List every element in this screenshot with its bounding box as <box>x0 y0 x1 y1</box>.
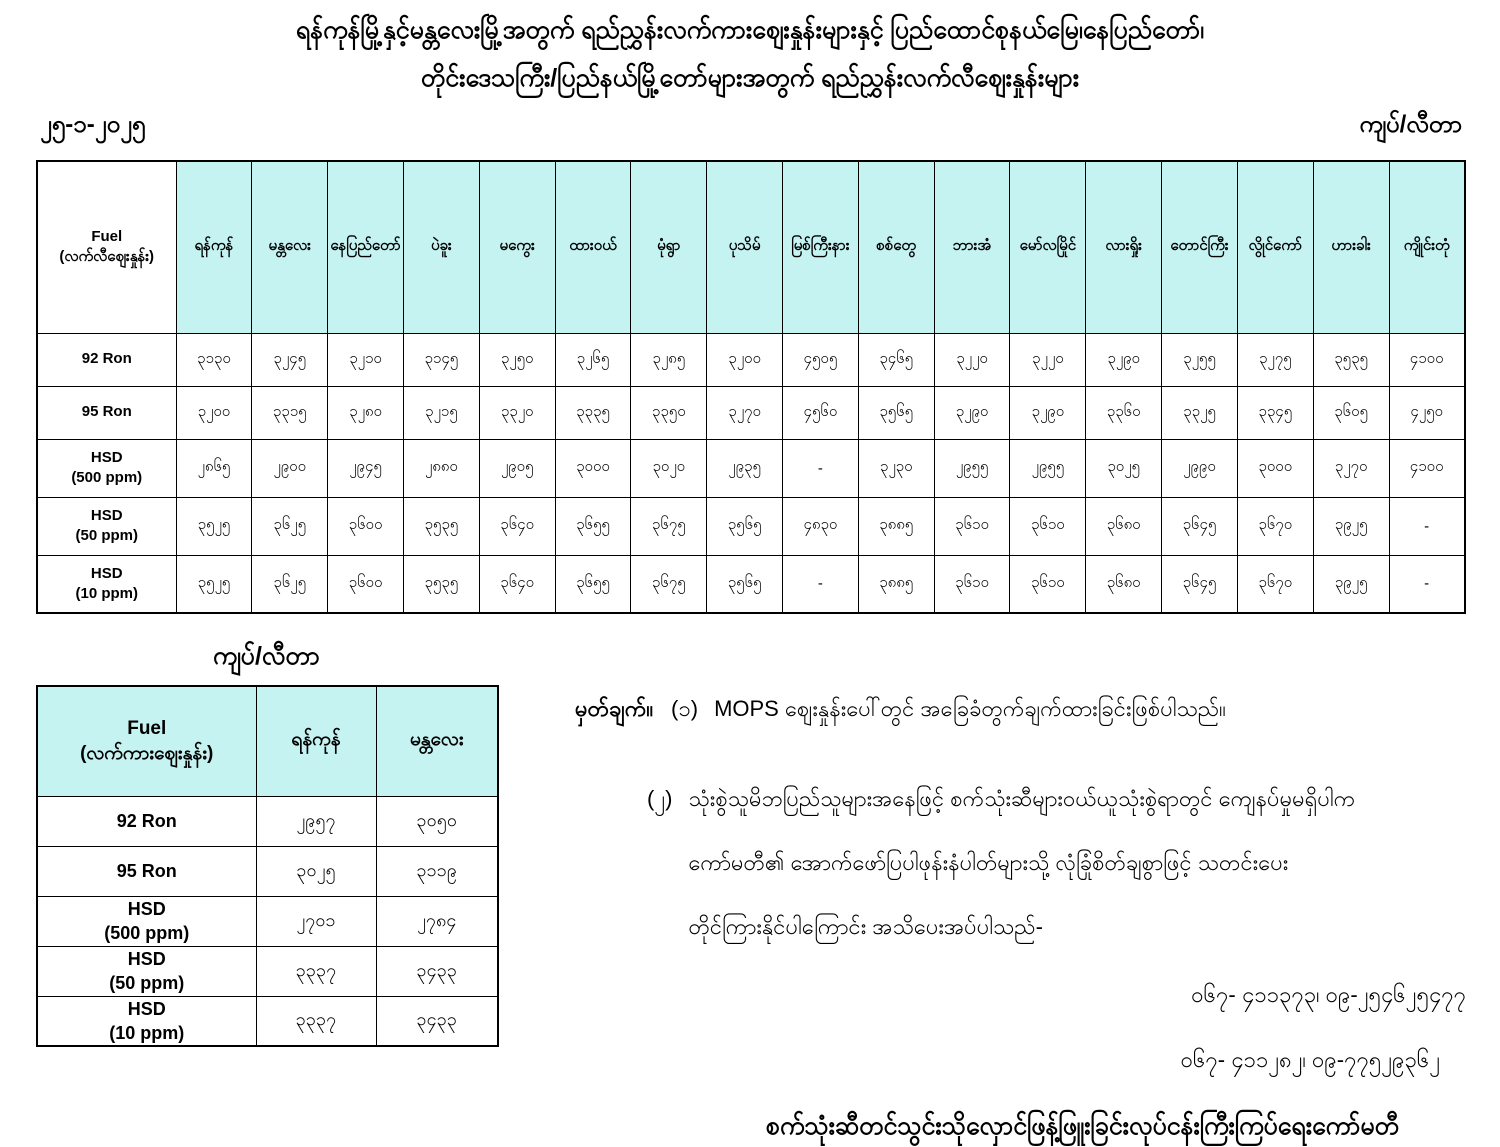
price-cell: - <box>1389 555 1465 613</box>
price-cell: ၃၆၀၅ <box>1313 386 1389 439</box>
column-header-city: ထားဝယ် <box>555 161 631 333</box>
price-cell: ၃၂၃၀ <box>858 439 934 497</box>
price-cell: ၃၆၄၅ <box>1162 555 1238 613</box>
phone-numbers <box>575 980 1470 1078</box>
note-item-1 <box>575 692 1470 756</box>
table-row <box>37 896 498 946</box>
footer-committee-name: စက်သုံးဆီတင်သွင်းသိုလှောင်ဖြန့်ဖြူးခြင်းလုပ်ငန်းကြီးကြပ်ရေးကော်မတီ <box>765 1112 1400 1140</box>
fuel-type-label: 92 Ron <box>37 796 256 846</box>
price-cell: ၃၆၀၀ <box>328 497 404 555</box>
price-cell: ၃၆၁၀ <box>934 497 1010 555</box>
price-cell: ၃၆၇၅ <box>631 497 707 555</box>
price-cell: ၃၀၀၀ <box>1237 439 1313 497</box>
price-cell: ၃၂၉၀ <box>934 386 1010 439</box>
note-1-text: MOPS ဈေးနှုန်းပေါ်တွင် အခြေခံတွက်ချက်ထားခြင်းဖြစ်ပါသည်။ <box>714 696 1226 721</box>
wholesale-table <box>36 685 499 1047</box>
table-row <box>37 333 1465 386</box>
price-cell: ၂၇၀၁ <box>256 896 376 946</box>
price-cell: ၃၂၂၀ <box>1010 333 1086 386</box>
fuel-type-label: HSD (500 ppm) <box>37 439 176 497</box>
page-title-line2: တိုင်းဒေသကြီး/ပြည်နယ်မြို့တော်များအတွက် ရည်ညွှန်းလက်လီဈေးနှုန်းများ <box>420 64 1080 92</box>
price-cell: ၃၃၂၅ <box>1162 386 1238 439</box>
fuel-type-label: 95 Ron <box>37 846 256 896</box>
price-cell: ၃၃၃၇ <box>256 946 376 996</box>
table-row <box>37 996 498 1046</box>
note-1-number: (၁) <box>671 696 699 721</box>
price-cell: ၃၆၁၀ <box>1010 497 1086 555</box>
price-cell: ၂၇၈၄ <box>376 896 498 946</box>
price-cell: ၂၈၈၀ <box>403 439 479 497</box>
price-cell: ၄၈၃၀ <box>783 497 859 555</box>
price-cell: ၂၈၆၅ <box>176 439 252 497</box>
price-cell: ၃၅၂၅ <box>176 555 252 613</box>
price-cell: ၃၁၁၉ <box>376 846 498 896</box>
price-cell: ၃၀၂၅ <box>1086 439 1162 497</box>
price-cell: ၃၆၁၀ <box>934 555 1010 613</box>
price-cell: ၃၆၄၀ <box>479 497 555 555</box>
price-cell: ၃၃၁၅ <box>252 386 328 439</box>
phone-line-1: ၀၆၇- ၄၁၁၃၇၃၊ ၀၉-၂၅၄၆၂၅၄၇၇ <box>1191 982 1466 1007</box>
notes-section <box>575 692 1470 1147</box>
price-cell: ၃၃၃၇ <box>256 996 376 1046</box>
price-cell: ၃၆၈၀ <box>1086 497 1162 555</box>
wholesale-price-table <box>36 685 499 1047</box>
retail-price-table <box>36 160 1466 614</box>
column-header-city: ကျိုင်းတုံ <box>1389 161 1465 333</box>
table-row <box>37 497 1465 555</box>
price-cell: ၃၂၇၀ <box>707 386 783 439</box>
price-cell: ၃၆၅၅ <box>555 497 631 555</box>
report-date: ၂၅-၁-၂၀၂၅ <box>40 111 146 138</box>
column-header-city: လွိုင်ကော် <box>1237 161 1313 333</box>
price-cell: ၄၁၀၀ <box>1389 333 1465 386</box>
price-cell: ၄၁၀၀ <box>1389 439 1465 497</box>
price-cell: - <box>783 555 859 613</box>
unit-label-wholesale: ကျပ်/လီတာ <box>213 642 320 670</box>
unit-label-top: ကျပ်/လီတာ <box>1359 111 1462 138</box>
table-row <box>37 386 1465 439</box>
column-header-city: နေပြည်တော် <box>328 161 404 333</box>
column-header-city: ရန်ကုန် <box>176 161 252 333</box>
price-cell: ၃၅၂၅ <box>176 497 252 555</box>
price-cell: ၃၅၃၅ <box>1313 333 1389 386</box>
price-cell: ၃၀၂၅ <box>256 846 376 896</box>
price-cell: ၄၅၀၅ <box>783 333 859 386</box>
price-cell: ၃၈၈၅ <box>858 555 934 613</box>
price-cell: ၃၂၁၅ <box>403 386 479 439</box>
column-header-city: မန္တလေး <box>376 686 498 796</box>
fuel-type-label: HSD (10 ppm) <box>37 555 176 613</box>
price-cell: ၃၈၈၅ <box>858 497 934 555</box>
price-cell: ၃၄၃၃ <box>376 946 498 996</box>
price-cell: ၂၉၀၅ <box>479 439 555 497</box>
price-cell: ၂၉၅၅ <box>934 439 1010 497</box>
retail-table <box>36 160 1466 614</box>
price-cell: ၃၀၀၀ <box>555 439 631 497</box>
column-header-city: မြစ်ကြီးနား <box>783 161 859 333</box>
column-header-city: ရန်ကုန် <box>256 686 376 796</box>
table-row <box>37 439 1465 497</box>
page-title <box>0 6 1500 102</box>
table-row <box>37 946 498 996</box>
price-cell: ၃၆၁၀ <box>1010 555 1086 613</box>
price-cell: ၃၆၄၀ <box>479 555 555 613</box>
fuel-type-label: HSD (50 ppm) <box>37 497 176 555</box>
price-cell: ၃၆၅၅ <box>555 555 631 613</box>
price-cell: ၃၂၇၅ <box>1237 333 1313 386</box>
column-header-city: လားရှိုး <box>1086 161 1162 333</box>
price-cell: ၃၂၄၅ <box>252 333 328 386</box>
price-cell: ၃၁၄၅ <box>403 333 479 386</box>
price-cell: ၂၉၉၀ <box>1162 439 1238 497</box>
price-cell: ၃၂၆၅ <box>555 333 631 386</box>
price-cell: ၃၀၂၀ <box>631 439 707 497</box>
price-cell: ၃၂၅၀ <box>479 333 555 386</box>
fuel-type-label: HSD (50 ppm) <box>37 946 256 996</box>
column-header-city: မကွေး <box>479 161 555 333</box>
note-2-text-line3: တိုင်ကြားနိုင်ပါကြောင်း အသိပေးအပ်ပါသည်- <box>688 914 1043 939</box>
column-header-fuel: Fuel (လက်လီဈေးနှုန်း) <box>37 161 176 333</box>
phone-line-2: ၀၆၇- ၄၁၁၂၈၂၊ ၀၉-၇၇၅၂၉၃၆၂ <box>1180 1047 1440 1072</box>
price-cell: ၂၉၅၅ <box>1010 439 1086 497</box>
price-cell: ၃၂၈၅ <box>631 333 707 386</box>
price-cell: ၃၉၂၅ <box>1313 497 1389 555</box>
page-title-line1: ရန်ကုန်မြို့နှင့်မန္တလေးမြို့အတွက် ရည်ညွှန်းလက်ကားဈေးနှုန်းများနှင့် ပြည်ထောင်စုနယ်မြေ၊နေပြည်တော်၊ <box>295 16 1205 44</box>
column-header-city: မော်လမြိုင် <box>1010 161 1086 333</box>
price-cell: ၃၂၉၀ <box>1086 333 1162 386</box>
table-row <box>37 796 498 846</box>
price-cell: ၃၅၆၅ <box>858 386 934 439</box>
column-header-city: စစ်တွေ <box>858 161 934 333</box>
fuel-type-label: HSD (10 ppm) <box>37 996 256 1046</box>
price-cell: - <box>1389 497 1465 555</box>
column-header-city: ဘားအံ <box>934 161 1010 333</box>
price-cell: ၃၃၄၅ <box>1237 386 1313 439</box>
price-cell: ၃၂၇၀ <box>1313 439 1389 497</box>
price-cell: ၃၂၈၀ <box>328 386 404 439</box>
price-cell: ၃၁၃၀ <box>176 333 252 386</box>
price-cell: ၃၀၅၀ <box>376 796 498 846</box>
column-header-city: ဟားခါး <box>1313 161 1389 333</box>
column-header-city: ပုသိမ် <box>707 161 783 333</box>
price-cell: ၃၆၂၅ <box>252 555 328 613</box>
price-cell: ၃၅၃၅ <box>403 497 479 555</box>
price-cell: ၄၂၅၀ <box>1389 386 1465 439</box>
column-header-city: ပဲခူး <box>403 161 479 333</box>
price-cell: ၃၅၆၅ <box>707 497 783 555</box>
note-2-number: (၂) <box>647 786 673 811</box>
price-cell: ၃၄၃၃ <box>376 996 498 1046</box>
column-header-city: မုံရွာ <box>631 161 707 333</box>
price-cell: ၃၃၆၀ <box>1086 386 1162 439</box>
price-cell: ၄၅၆၀ <box>783 386 859 439</box>
column-header-fuel: Fuel (လက်ကားဈေးနှုန်း) <box>37 686 256 796</box>
price-cell: ၃၂၁၀ <box>328 333 404 386</box>
price-cell: ၃၅၃၅ <box>403 555 479 613</box>
table-header-row <box>37 686 498 796</box>
column-header-city: တောင်ကြီး <box>1162 161 1238 333</box>
price-cell: ၃၆၂၅ <box>252 497 328 555</box>
price-cell: ၂၉၄၅ <box>328 439 404 497</box>
price-cell: ၃၉၂၅ <box>1313 555 1389 613</box>
price-cell: ၃၆၇၅ <box>631 555 707 613</box>
fuel-type-label: HSD (500 ppm) <box>37 896 256 946</box>
price-cell: ၃၆၄၅ <box>1162 497 1238 555</box>
price-cell: ၃၂၅၅ <box>1162 333 1238 386</box>
note-item-2 <box>575 782 1470 974</box>
price-cell: ၃၃၃၅ <box>555 386 631 439</box>
fuel-type-label: 95 Ron <box>37 386 176 439</box>
table-header-row <box>37 161 1465 333</box>
price-cell: ၃၆၀၀ <box>328 555 404 613</box>
price-cell: ၃၅၆၅ <box>707 555 783 613</box>
price-cell: ၂၉၃၅ <box>707 439 783 497</box>
table-row <box>37 846 498 896</box>
note-2-text-line1: သုံးစွဲသူမိဘပြည်သူများအနေဖြင့် စက်သုံးဆီများဝယ်ယူသုံးစွဲရာတွင် ကျေနပ်မှုမရှိပါက <box>688 786 1356 811</box>
price-cell: ၂၉၀၀ <box>252 439 328 497</box>
price-cell: ၃၂၀၀ <box>176 386 252 439</box>
price-cell: ၃၄၆၅ <box>858 333 934 386</box>
column-header-city: မန္တလေး <box>252 161 328 333</box>
price-cell: ၃၆၇၀ <box>1237 555 1313 613</box>
price-cell: ၃၂၂၀ <box>934 333 1010 386</box>
price-cell: ၂၉၅၇ <box>256 796 376 846</box>
price-cell: ၃၆၇၀ <box>1237 497 1313 555</box>
fuel-type-label: 92 Ron <box>37 333 176 386</box>
notes-heading: မှတ်ချက်။ <box>575 696 654 721</box>
price-cell: ၃၂၉၀ <box>1010 386 1086 439</box>
price-cell: ၃၂၀၀ <box>707 333 783 386</box>
note-2-text-line2: ကော်မတီ၏ အောက်ဖော်ပြပါဖုန်းနံပါတ်များသို့ လုံခြုံစိတ်ချစွာဖြင့် သတင်းပေး <box>688 850 1289 875</box>
price-cell: - <box>783 439 859 497</box>
price-cell: ၃၆၈၀ <box>1086 555 1162 613</box>
price-cell: ၃၃၂၀ <box>479 386 555 439</box>
price-cell: ၃၃၅၀ <box>631 386 707 439</box>
table-row <box>37 555 1465 613</box>
